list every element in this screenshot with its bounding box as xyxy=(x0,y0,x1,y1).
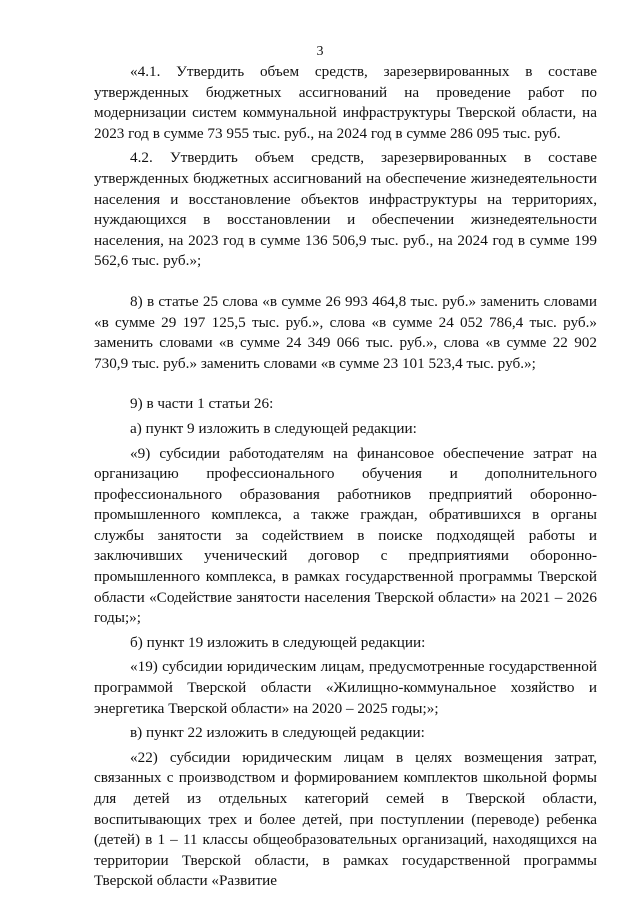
page-number: 3 xyxy=(316,44,324,59)
document-body xyxy=(94,62,597,892)
paragraph-item-9: 9) в части 1 статьи 26: xyxy=(130,395,274,413)
paragraph-subitem-a: а) пункт 9 изложить в следующей редакции: xyxy=(130,419,417,437)
paragraph-point-19: «19) субсидии юридическим лицам, предусмотренные государственной программой Тверской области «Жилищно-коммунальное хозяйство и энергетика Тверской области» на 2020 – 2025 годы;»; xyxy=(94,658,597,717)
paragraph-point-9: «9) субсидии работодателям на финансовое обеспечение затрат на организацию профессионального обучения и дополнительного профессионального образования работников предприятий оборонно-промышленного комплекса, а также граждан, обратившихся в органы службы занятости за содействием в поиске подходящей работы и заключивших ученический договор с предприятиями оборонно-промышленного комплекса, в рамках государственной программы Тверской области «Содействие занятости населения Тверской области» на 2021 – 2026 годы;»; xyxy=(94,444,597,627)
paragraph-subitem-v: в) пункт 22 изложить в следующей редакции: xyxy=(130,724,425,742)
paragraph-subitem-b: б) пункт 19 изложить в следующей редакции: xyxy=(130,633,426,651)
paragraph-4-1: «4.1. Утвердить объем средств, зарезервированных в составе утвержденных бюджетных ассигнований на проведение работ по модернизации систем коммунальной инфраструктуры Тверской области, на 2023 год в сумме 73 955 тыс. руб., на 2024 год в сумме 286 095 тыс. руб. xyxy=(94,63,597,142)
paragraph-4-2: 4.2. Утвердить объем средств, зарезервированных в составе утвержденных бюджетных ассигнований на обеспечение жизнедеятельности населения и восстановление объектов инфраструктуры на территориях, нуждающихся в восстановлении и обеспечении жизнедеятельности населения, на 2023 год в сумме 136 506,9 тыс. руб., на 2024 год в сумме 199 562,6 тыс. руб.»; xyxy=(94,149,597,270)
paragraph-point-22: «22) субсидии юридическим лицам в целях возмещения затрат, связанных с производством и формированием комплектов школьной формы для детей из отдельных категорий семей в Тверской области, воспитывающих трех и более детей, при поступлении (переводе) ребенка (детей) в 1 – 11 классы общеобразовательных организаций, находящихся на территории Тверской области, в рамках государственной программы Тверской области «Развитие xyxy=(94,748,597,890)
paragraph-item-8: 8) в статье 25 слова «в сумме 26 993 464,8 тыс. руб.» заменить словами «в сумме 29 197 125,5 тыс. руб.», слова «в сумме 24 052 786,4 тыс. руб.» заменить словами «в сумме 24 349 066 тыс. руб.», слова «в сумме 22 902 730,9 тыс. руб.» заменить словами «в сумме 23 101 523,4 тыс. руб.»; xyxy=(94,292,597,372)
